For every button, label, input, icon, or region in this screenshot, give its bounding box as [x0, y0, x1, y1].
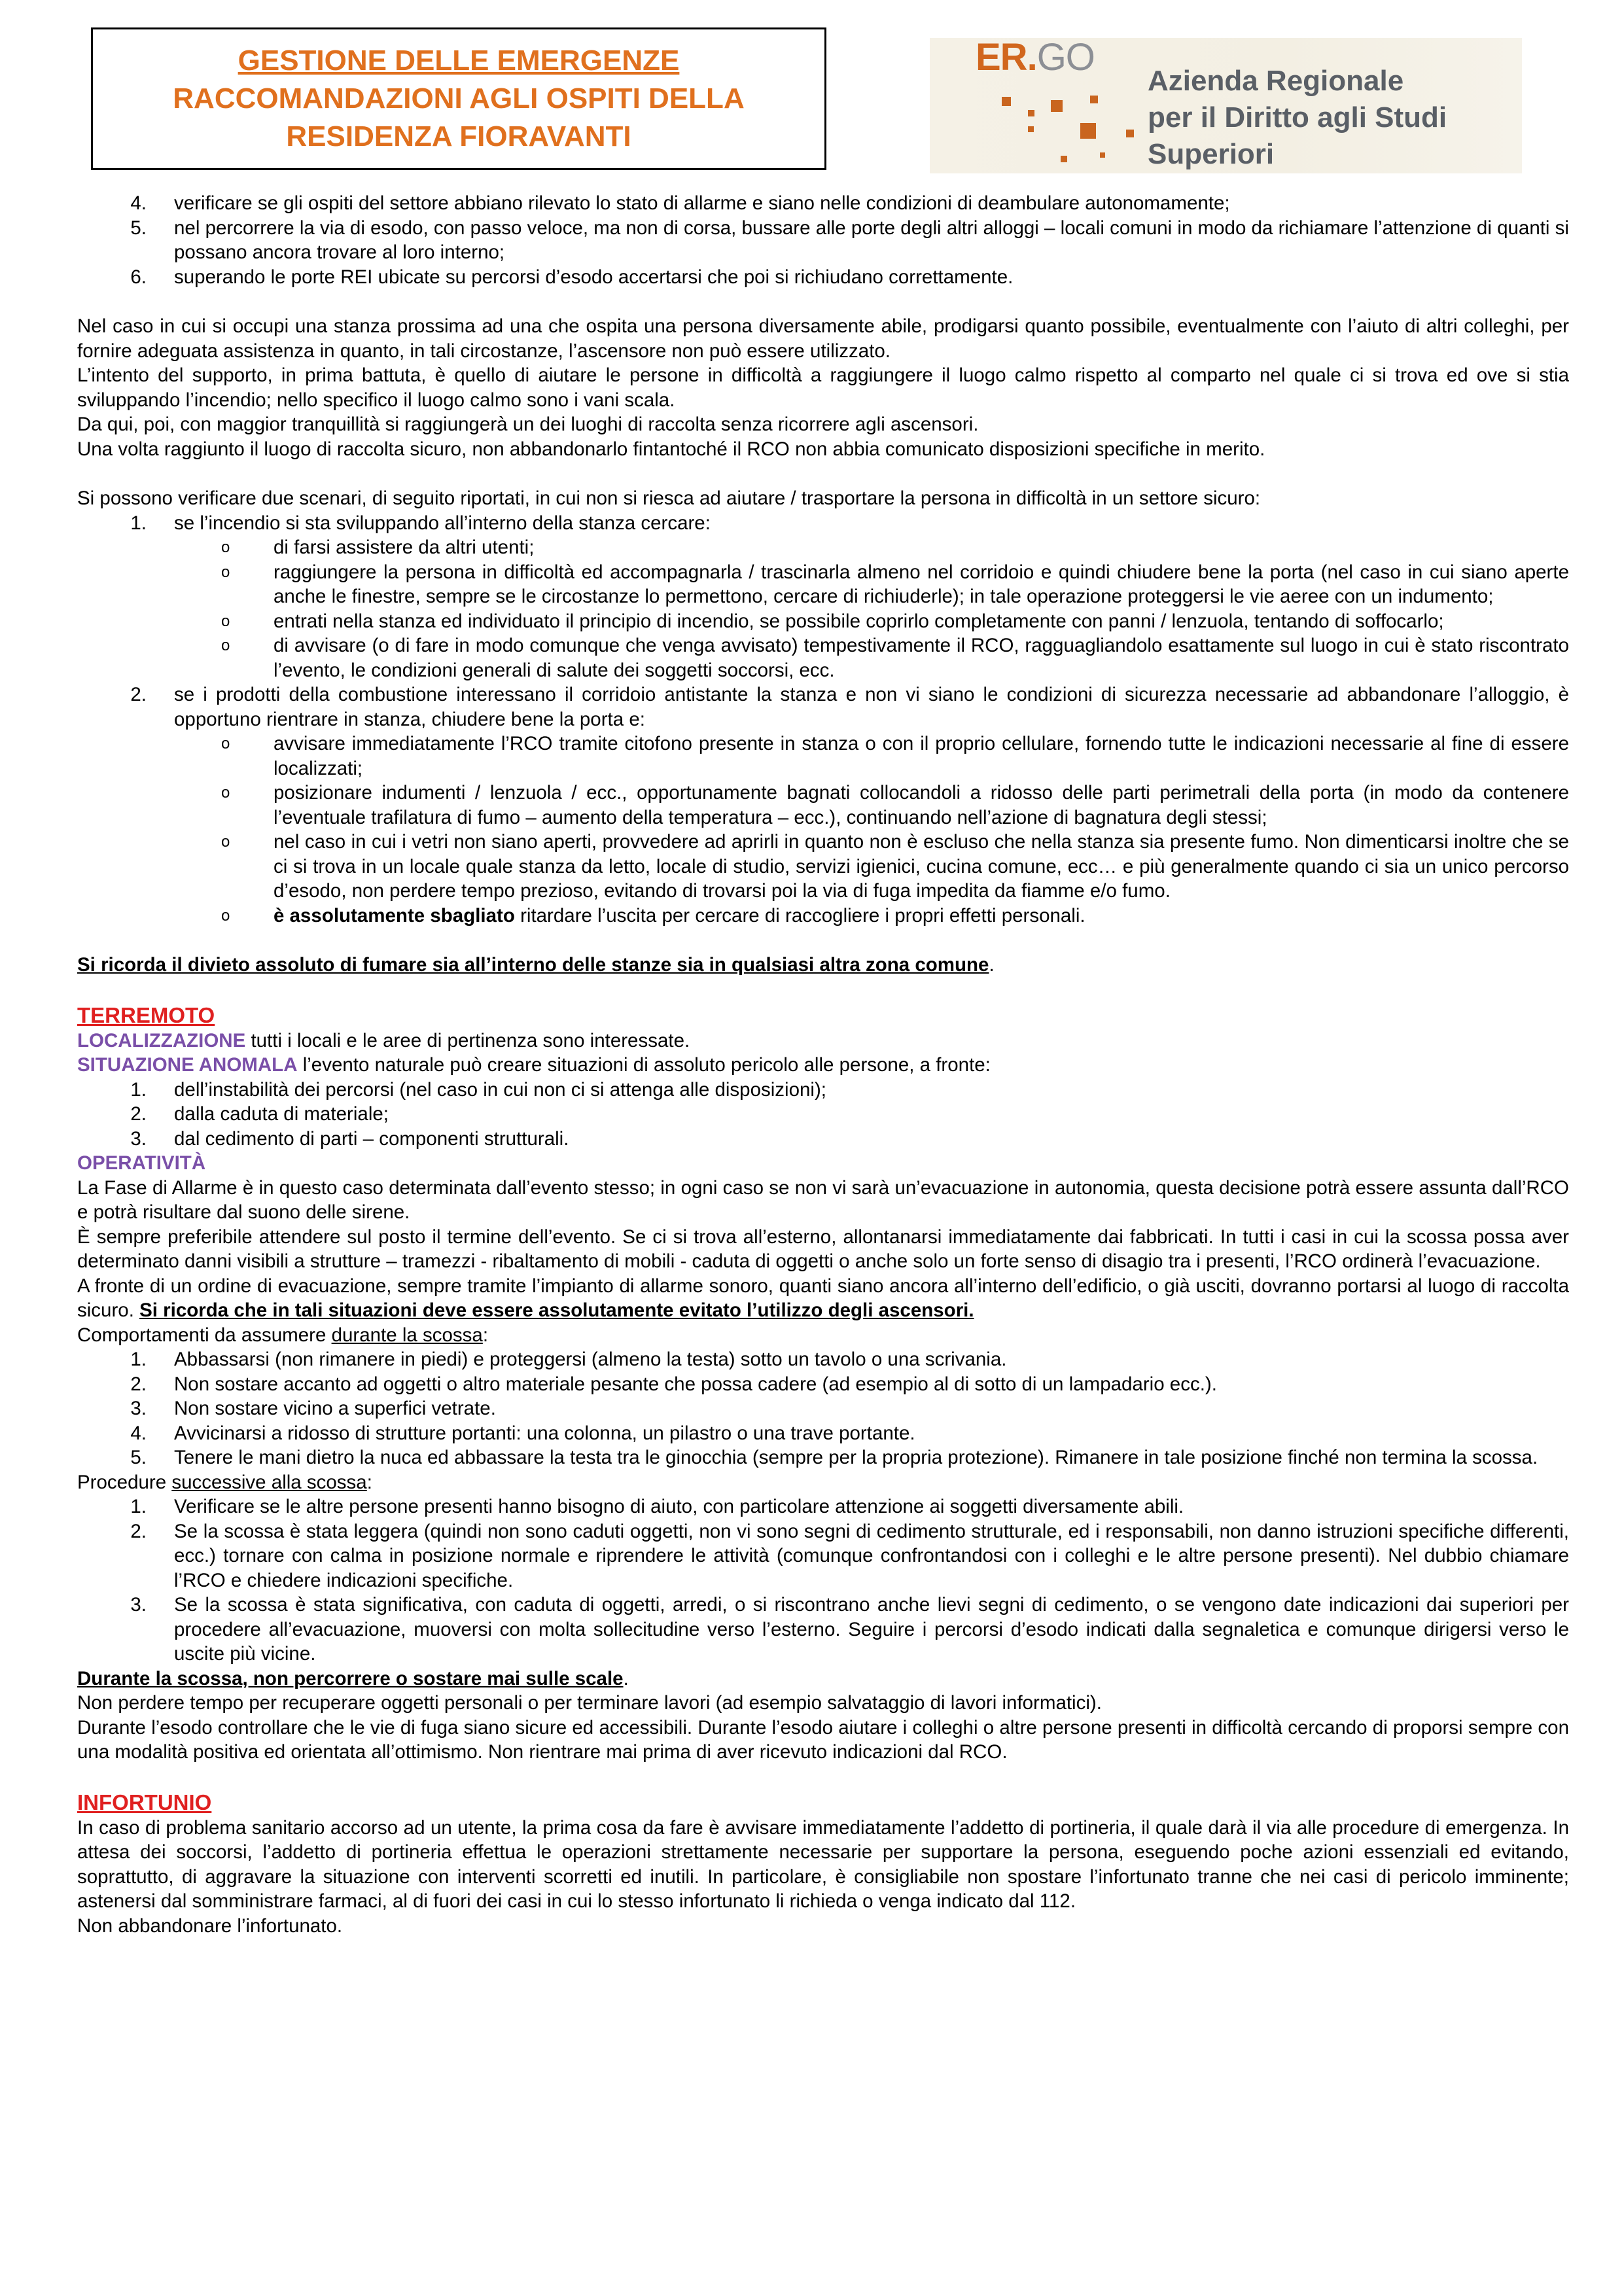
- localizzazione: LOCALIZZAZIONE tutti i locali e le aree di pertinenza sono interessate.: [77, 1029, 690, 1051]
- list-number: 3.: [130, 1398, 147, 1419]
- scenario-1-items: [77, 535, 1569, 682]
- situazione-items: [77, 1078, 1569, 1152]
- operativita-paragraph-2: È sempre preferibile attendere sul posto il termine dell’evento. Se ci si trova all’esterno, allontanarsi immediatamente dai fabbricati. In tutti i casi in cui la scossa possa aver determinato danni visibili a strutture – tramezzi - ribaltamento di mobili - caduta di oggetti o anche solo un forte senso di disagio tra i presenti, l’RCO ordinerà l’evacuazione.: [77, 1226, 1569, 1272]
- scenario-2: 2. se i prodotti della combustione interessano il corridoio antistante la stanza e non vi siano le condizioni di sicurezza necessarie ad abbandonare l’alloggio, è opportuno rientrare in stanza, chiudere bene la porta e:: [130, 684, 1569, 730]
- list-number: 4.: [130, 1422, 147, 1444]
- list-item: [77, 560, 1569, 609]
- list-item: [77, 265, 1569, 290]
- list-item: [77, 191, 1569, 216]
- logo-square: [1061, 156, 1067, 162]
- list-item: [77, 1593, 1569, 1667]
- list-text: Non sostare vicino a superfici vetrate.: [174, 1398, 496, 1419]
- list-text: Verificare se le altre persone presenti hanno bisogno di aiuto, con particolare attenzione ai soggetti diversamente abili.: [174, 1496, 1184, 1517]
- logo-square: [1028, 110, 1034, 116]
- list-item: [77, 1421, 1569, 1446]
- list-item: [77, 1519, 1569, 1593]
- title-line-2: RACCOMANDAZIONI AGLI OSPITI DELLA: [173, 82, 745, 115]
- scenarios-intro: Si possono verificare due scenari, di seguito riportati, in cui non si riesca ad aiutare / trasportare la persona in difficoltà in un settore sicuro:: [77, 487, 1261, 509]
- scenario-2-last-item: o è assolutamente sbagliato ritardare l’uscita per cercare di raccogliere i propri effetti personali.: [221, 904, 1086, 927]
- title-line-3: RESIDENZA FIORAVANTI: [286, 120, 631, 152]
- list-number: 6.: [130, 266, 147, 288]
- list-text: Abbassarsi (non rimanere in piedi) e proteggersi (almeno la testa) sotto un tavolo o una scrivania.: [174, 1349, 1007, 1370]
- logo-square: [1051, 100, 1063, 112]
- infortunio-paragraph-2: Non abbandonare l’infortunato.: [77, 1915, 343, 1937]
- list-item: [77, 1347, 1569, 1372]
- list-number: 2.: [130, 1373, 147, 1395]
- during-quake-intro: Comportamenti da assumere durante la scossa:: [77, 1324, 489, 1346]
- list-number: 5.: [130, 1447, 147, 1468]
- list-text: Tenere le mani dietro la nuca ed abbassare la testa tra le ginocchia (sempre per la propria protezione). Rimanere in tale posizione finché non termina la scossa.: [174, 1447, 1538, 1468]
- list-number: 2.: [130, 1103, 147, 1125]
- list-text: verificare se gli ospiti del settore abbiano rilevato lo stato di allarme e siano nelle condizioni di deambulare autonomamente;: [174, 192, 1230, 214]
- heading-terremoto: TERREMOTO: [77, 1002, 215, 1027]
- logo-square: [1090, 96, 1098, 103]
- ergo-logo: [930, 38, 1522, 173]
- list-number: 3.: [130, 1127, 147, 1150]
- list-item: [77, 535, 1569, 560]
- list-item: [77, 830, 1569, 904]
- operativita-paragraph-1: La Fase di Allarme è in questo caso determinata dall’evento stesso; in ogni caso se non vi sarà un’evacuazione in autonomia, questa decisione potrà essere assunta dall’RCO e potrà risultare dal suono delle sirene.: [77, 1176, 1569, 1223]
- bullet-text: avvisare immediatamente l’RCO tramite citofono presente in stanza o con il proprio cellulare, fornendo tutte le indicazioni necessarie al fine di essere localizzati;: [274, 733, 1569, 779]
- list-number: 3.: [130, 1594, 147, 1616]
- list-item: [77, 1396, 1569, 1421]
- infortunio-paragraph-1: In caso di problema sanitario accorso ad un utente, la prima cosa da fare è avvisare immediatamente l’addetto di portineria, il quale darà il via alle procedure di emergenza. In attesa dei soccorsi, l’addetto di portineria effettua le operazioni strettamente necessarie per supportare la persona, eseguendo poche azioni essenziali ed evitando, soprattutto, di aggravare la situazione con interventi scorretti ed inutili. In particolare, è consigliabile non spostare l’infortunato tranne che nei casi di pericolo imminente; astenersi dal somministrare farmaci, al di fuori dei casi in cui lo stesso infortunato li richieda o venga indicato dal 112.: [77, 1816, 1569, 1912]
- list-number: 5.: [130, 217, 147, 239]
- list-item: [77, 633, 1569, 682]
- list-text: dalla caduta di materiale;: [174, 1103, 389, 1125]
- list-text: Se la scossa è stata leggera (quindi non sono caduti oggetti, non vi sono segni di cedimento strutturale, ed i responsabili, non danno istruzioni specifiche differenti, ecc.) tornare con calma in posizione normale e riprendere le attività (comunque confrontandosi con i colleghi e le altre persone presenti). Nel dubbio chiamare l’RCO e chiedere indicazioni specifiche.: [174, 1520, 1569, 1591]
- during-quake-list: [77, 1347, 1569, 1470]
- list-item: [77, 732, 1569, 781]
- disabled-paragraph-4: Una volta raggiunto il luogo di raccolta sicuro, non abbandonarlo fintantoché il RCO non abbia comunicato disposizioni specifiche in merito.: [77, 438, 1265, 460]
- logo-square: [1126, 130, 1134, 137]
- operativita-label: OPERATIVITÀ: [77, 1152, 206, 1174]
- bullet-marker: o: [221, 735, 230, 752]
- list-number: 2.: [130, 1520, 147, 1542]
- after-quake-list: [77, 1494, 1569, 1667]
- document-title-box: [91, 27, 826, 170]
- list-item: [77, 781, 1569, 830]
- list-number: 1.: [130, 1078, 147, 1101]
- logo-agency-name: Azienda Regionale per il Diritto agli Studi Superiori: [1148, 65, 1447, 170]
- list-text: Non sostare accanto ad oggetti o altro materiale pesante che possa cadere (ad esempio al di sotto di un lampadario ecc.).: [174, 1373, 1217, 1395]
- logo-square: [1028, 126, 1034, 132]
- logo-square: [1080, 123, 1096, 139]
- disabled-paragraph-2: L’intento del supporto, in prima battuta, è quello di aiutare le persone in difficoltà a raggiungere il luogo calmo rispetto al comparto nel quale ci si trova ed ove si stia sviluppando l’incendio; nello specifico il luogo calmo sono i vani scala.: [77, 364, 1569, 411]
- situazione-anomala: SITUAZIONE ANOMALA l’evento naturale può creare situazioni di assoluto pericolo alle persone, a fronte:: [77, 1054, 991, 1076]
- bullet-text: di avvisare (o di fare in modo comunque che venga avvisato) tempestivamente il RCO, ragguagliandolo esattamente sul luogo in cui è stato riscontrato l’evento, le condizioni generali di salute dei soggetti soccorsi, ecc.: [274, 635, 1569, 681]
- list-item: [77, 1445, 1569, 1470]
- scenario-1: 1. se l’incendio si sta sviluppando all’interno della stanza cercare:: [130, 512, 711, 534]
- bullet-marker: o: [221, 833, 230, 851]
- disabled-paragraph-1: Nel caso in cui si occupi una stanza prossima ad una che ospita una persona diversamente abile, prodigarsi quanto possibile, eventualmente con l’aiuto di altri colleghi, per fornire adeguata assistenza in quanto, in tali circostanze, l’ascensore non può essere utilizzato.: [77, 315, 1569, 362]
- heading-infortunio: INFORTUNIO: [77, 1790, 212, 1814]
- bullet-marker: o: [221, 539, 230, 556]
- list-text: Avvicinarsi a ridosso di strutture portanti: una colonna, un pilastro o una trave portante.: [174, 1422, 915, 1444]
- list-text: dal cedimento di parti – componenti strutturali.: [174, 1127, 569, 1150]
- logo-square: [1002, 97, 1011, 106]
- bullet-text: nel caso in cui i vetri non siano aperti, provvedere ad aprirli in quanto non è escluso che nella stanza sia presente fumo. Non dimenticarsi inoltre che se ci si trova in un locale quale stanza da letto, locale di studio, servizi igienici, cucina comune, ecc… e più generalmente quando ci sia un unico percorso d’esodo, non perdere tempo prezioso, evitando di trovarsi poi la via di fuga impedita da fiamme e/o fumo.: [274, 831, 1569, 902]
- final-paragraph-1: Non perdere tempo per recuperare oggetti personali o per terminare lavori (ad esempio salvataggio di lavori informatici).: [77, 1692, 1102, 1714]
- logo-wordmark: ER.GO: [976, 36, 1095, 79]
- list-item: [77, 216, 1569, 265]
- document-body: [77, 191, 1569, 1938]
- smoking-note: Si ricorda il divieto assoluto di fumare sia all’interno delle stanze sia in qualsiasi altra zona comune.: [77, 954, 995, 976]
- operativita-paragraph-3: A fronte di un ordine di evacuazione, sempre tramite l’impianto di allarme sonoro, quanti siano ancora all’interno dell’edificio, o già usciti, dovranno portarsi al luogo di raccolta sicuro. Si ricorda che in tali situazioni deve essere assolutamente evitato l’utilizzo degli ascensori.: [77, 1275, 1569, 1321]
- list-text: Se la scossa è stata significativa, con caduta di oggetti, arredi, o si riscontrano anche lievi segni di cedimento, o se vengono date indicazioni dai superiori per procedere all’evacuazione, muoversi con molta sollecitudine verso l’esterno. Seguire i percorsi d’esodo indicati dalla segnaletica e comunque dirigersi verso le uscite più vicine.: [174, 1594, 1569, 1665]
- list-text: nel percorrere la via di esodo, con passo veloce, ma non di corsa, bussare alle porte degli altri alloggi – locali comuni in modo da richiamare l’attenzione di quanti si possano ancora trovare al loro interno;: [174, 217, 1569, 263]
- list-item: [77, 1127, 1569, 1152]
- evacuation-steps-list: [77, 191, 1569, 289]
- stairs-note: Durante la scossa, non percorrere o sostare mai sulle scale.: [77, 1667, 629, 1689]
- logo-square: [1100, 152, 1105, 158]
- bullet-text: posizionare indumenti / lenzuola / ecc., opportunamente bagnati collocandoli a ridosso delle parti perimetrali della porta (in modo da contenere l’eventuale trafilatura di fumo – aumento della temperatura – ecc.), continuando nell’azione di bagnatura degli stessi;: [274, 782, 1569, 828]
- list-item: [77, 1372, 1569, 1397]
- bullet-marker: o: [221, 637, 230, 654]
- list-number: 1.: [130, 1349, 147, 1370]
- list-text: dell’instabilità dei percorsi (nel caso in cui non ci si attenga alle disposizioni);: [174, 1078, 826, 1101]
- after-quake-intro: Procedure successive alla scossa:: [77, 1471, 372, 1493]
- bullet-text: entrati nella stanza ed individuato il principio di incendio, se possibile coprirlo completamente con panni / lenzuola, tentando di soffocarlo;: [274, 610, 1444, 632]
- list-item: [77, 609, 1569, 634]
- final-paragraph-2: Durante l’esodo controllare che le vie di fuga siano sicure ed accessibili. Durante l’esodo aiutare i colleghi o altre persone presenti in difficoltà cercando di proporsi sempre con una modalità positiva ed orientata all’ottimismo. Non rientrare mai prima di aver ricevuto indicazioni dal RCO.: [77, 1716, 1569, 1763]
- bullet-text: raggiungere la persona in difficoltà ed accompagnarla / trascinarla almeno nel corridoio e quindi chiudere bene la porta (nel caso in cui siano aperte anche le finestre, sempre se le circostanze lo permettono, cercare di richiuderle); in tale operazione proteggersi le vie aeree con un indumento;: [274, 561, 1569, 607]
- disabled-paragraph-3: Da qui, poi, con maggior tranquillità si raggiungerà un dei luoghi di raccolta senza ricorrere agli ascensori.: [77, 414, 979, 435]
- scenario-2-items: [77, 732, 1569, 904]
- list-number: 4.: [130, 192, 147, 214]
- list-item: [77, 1494, 1569, 1519]
- bullet-marker: o: [221, 563, 230, 581]
- title-line-1: GESTIONE DELLE EMERGENZE: [238, 44, 680, 77]
- list-text: superando le porte REI ubicate su percorsi d’esodo accertarsi che poi si richiudano correttamente.: [174, 266, 1014, 288]
- list-item: [77, 1102, 1569, 1127]
- bullet-text: di farsi assistere da altri utenti;: [274, 537, 535, 558]
- list-item: [77, 1078, 1569, 1103]
- bullet-marker: o: [221, 784, 230, 802]
- bullet-marker: o: [221, 612, 230, 630]
- list-number: 1.: [130, 1496, 147, 1517]
